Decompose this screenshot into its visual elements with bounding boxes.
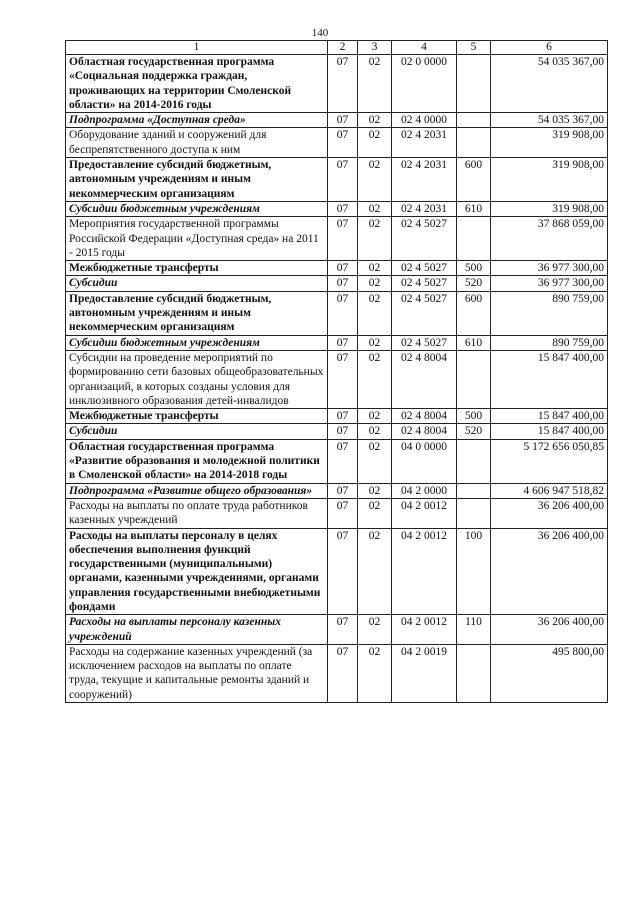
expense-type-cell: 610 bbox=[457, 335, 491, 350]
expense-type-cell bbox=[457, 498, 491, 528]
table-header-row bbox=[66, 41, 608, 55]
target-article-cell: 02 4 8004 bbox=[392, 409, 457, 424]
section-code-cell: 07 bbox=[328, 335, 358, 350]
amount-cell: 36 977 300,00 bbox=[491, 276, 608, 291]
target-article-cell: 02 4 5027 bbox=[392, 276, 457, 291]
subsection-code-cell: 02 bbox=[358, 615, 392, 645]
target-article-cell: 02 4 8004 bbox=[392, 424, 457, 439]
subsection-code-cell: 02 bbox=[358, 201, 392, 216]
target-article-cell: 02 4 5027 bbox=[392, 335, 457, 350]
section-code-cell: 07 bbox=[328, 128, 358, 158]
row-name-cell: Субсидии бюджетным учреждениям bbox=[66, 201, 328, 216]
expense-type-cell: 500 bbox=[457, 409, 491, 424]
table-row bbox=[66, 615, 608, 645]
table-row bbox=[66, 528, 608, 615]
table-row bbox=[66, 644, 608, 702]
section-code-cell: 07 bbox=[328, 424, 358, 439]
target-article-cell: 02 4 5027 bbox=[392, 261, 457, 276]
subsection-code-cell: 02 bbox=[358, 55, 392, 113]
table-row bbox=[66, 128, 608, 158]
expense-type-cell: 600 bbox=[457, 158, 491, 202]
table-row bbox=[66, 291, 608, 335]
expense-type-cell: 100 bbox=[457, 528, 491, 615]
target-article-cell: 04 2 0012 bbox=[392, 615, 457, 645]
section-code-cell: 07 bbox=[328, 201, 358, 216]
amount-cell: 890 759,00 bbox=[491, 335, 608, 350]
amount-cell: 36 206 400,00 bbox=[491, 615, 608, 645]
section-code-cell: 07 bbox=[328, 498, 358, 528]
amount-cell: 890 759,00 bbox=[491, 291, 608, 335]
page-number: 140 bbox=[311, 27, 329, 39]
section-code-cell: 07 bbox=[328, 261, 358, 276]
subsection-code-cell: 02 bbox=[358, 644, 392, 702]
table-row bbox=[66, 498, 608, 528]
subsection-code-cell: 02 bbox=[358, 483, 392, 498]
subsection-code-cell: 02 bbox=[358, 335, 392, 350]
expense-type-cell bbox=[457, 483, 491, 498]
subsection-code-cell: 02 bbox=[358, 113, 392, 128]
amount-cell: 36 206 400,00 bbox=[491, 498, 608, 528]
row-name-cell: Субсидии бюджетным учреждениям bbox=[66, 335, 328, 350]
section-code-cell: 07 bbox=[328, 615, 358, 645]
amount-cell: 5 172 656 050,85 bbox=[491, 439, 608, 483]
subsection-code-cell: 02 bbox=[358, 498, 392, 528]
amount-cell: 319 908,00 bbox=[491, 128, 608, 158]
expense-type-cell bbox=[457, 217, 491, 261]
amount-cell: 4 606 947 518,82 bbox=[491, 483, 608, 498]
section-code-cell: 07 bbox=[328, 217, 358, 261]
amount-cell: 319 908,00 bbox=[491, 158, 608, 202]
table-row bbox=[66, 439, 608, 483]
subsection-code-cell: 02 bbox=[358, 350, 392, 408]
row-name-cell: Предоставление субсидий бюджетным, автономным учреждениям и иным некоммерческим организациям bbox=[66, 158, 328, 202]
table-row bbox=[66, 276, 608, 291]
table-row bbox=[66, 201, 608, 216]
table-row bbox=[66, 55, 608, 113]
subsection-code-cell: 02 bbox=[358, 261, 392, 276]
target-article-cell: 04 0 0000 bbox=[392, 439, 457, 483]
amount-cell: 495 800,00 bbox=[491, 644, 608, 702]
row-name-cell: Предоставление субсидий бюджетным, автономным учреждениям и иным некоммерческим организациям bbox=[66, 291, 328, 335]
subsection-code-cell: 02 bbox=[358, 128, 392, 158]
expense-type-cell bbox=[457, 113, 491, 128]
row-name-cell: Расходы на выплаты по оплате труда работников казенных учреждений bbox=[66, 498, 328, 528]
expense-type-cell: 610 bbox=[457, 201, 491, 216]
column-header: 6 bbox=[491, 41, 608, 55]
amount-cell: 54 035 367,00 bbox=[491, 55, 608, 113]
target-article-cell: 02 4 5027 bbox=[392, 291, 457, 335]
expense-type-cell: 520 bbox=[457, 424, 491, 439]
row-name-cell: Межбюджетные трансферты bbox=[66, 409, 328, 424]
column-header: 5 bbox=[457, 41, 491, 55]
table-row bbox=[66, 350, 608, 408]
amount-cell: 36 206 400,00 bbox=[491, 528, 608, 615]
amount-cell: 54 035 367,00 bbox=[491, 113, 608, 128]
table-row bbox=[66, 158, 608, 202]
table-row bbox=[66, 424, 608, 439]
column-header: 4 bbox=[392, 41, 457, 55]
expense-type-cell bbox=[457, 350, 491, 408]
section-code-cell: 07 bbox=[328, 291, 358, 335]
row-name-cell: Расходы на содержание казенных учреждений (за исключением расходов на выплаты по оплате труда, текущие и капитальные ремонты зданий и сооружений) bbox=[66, 644, 328, 702]
section-code-cell: 07 bbox=[328, 409, 358, 424]
row-name-cell: Субсидии на проведение мероприятий по формированию сети базовых общеобразовательных организаций, в которых созданы условия для инклюзивного образования детей-инвалидов bbox=[66, 350, 328, 408]
row-name-cell: Расходы на выплаты персоналу казенных учреждений bbox=[66, 615, 328, 645]
target-article-cell: 02 4 2031 bbox=[392, 128, 457, 158]
section-code-cell: 07 bbox=[328, 276, 358, 291]
amount-cell: 37 868 059,00 bbox=[491, 217, 608, 261]
target-article-cell: 04 2 0012 bbox=[392, 528, 457, 615]
subsection-code-cell: 02 bbox=[358, 439, 392, 483]
row-name-cell: Подпрограмма «Доступная среда» bbox=[66, 113, 328, 128]
column-header: 2 bbox=[328, 41, 358, 55]
expense-type-cell: 500 bbox=[457, 261, 491, 276]
table-row bbox=[66, 335, 608, 350]
section-code-cell: 07 bbox=[328, 528, 358, 615]
subsection-code-cell: 02 bbox=[358, 158, 392, 202]
table-row bbox=[66, 483, 608, 498]
section-code-cell: 07 bbox=[328, 439, 358, 483]
row-name-cell: Субсидии bbox=[66, 424, 328, 439]
section-code-cell: 07 bbox=[328, 644, 358, 702]
target-article-cell: 02 4 2031 bbox=[392, 158, 457, 202]
section-code-cell: 07 bbox=[328, 483, 358, 498]
amount-cell: 15 847 400,00 bbox=[491, 424, 608, 439]
target-article-cell: 04 2 0000 bbox=[392, 483, 457, 498]
row-name-cell: Субсидии bbox=[66, 276, 328, 291]
table-row bbox=[66, 113, 608, 128]
row-name-cell: Оборудование зданий и сооружений для беспрепятственного доступа к ним bbox=[66, 128, 328, 158]
expense-type-cell: 600 bbox=[457, 291, 491, 335]
section-code-cell: 07 bbox=[328, 55, 358, 113]
target-article-cell: 04 2 0019 bbox=[392, 644, 457, 702]
subsection-code-cell: 02 bbox=[358, 217, 392, 261]
expense-type-cell bbox=[457, 55, 491, 113]
target-article-cell: 02 4 8004 bbox=[392, 350, 457, 408]
section-code-cell: 07 bbox=[328, 350, 358, 408]
subsection-code-cell: 02 bbox=[358, 528, 392, 615]
target-article-cell: 02 0 0000 bbox=[392, 55, 457, 113]
row-name-cell: Подпрограмма «Развитие общего образования» bbox=[66, 483, 328, 498]
amount-cell: 15 847 400,00 bbox=[491, 409, 608, 424]
target-article-cell: 02 4 0000 bbox=[392, 113, 457, 128]
row-name-cell: Областная государственная программа «Развитие образования и молодежной политики в Смоленской области» на 2014-2018 годы bbox=[66, 439, 328, 483]
budget-table bbox=[65, 40, 608, 703]
subsection-code-cell: 02 bbox=[358, 424, 392, 439]
row-name-cell: Областная государственная программа «Социальная поддержка граждан, проживающих на территории Смоленской области» на 2014-2016 годы bbox=[66, 55, 328, 113]
expense-type-cell: 520 bbox=[457, 276, 491, 291]
target-article-cell: 02 4 2031 bbox=[392, 201, 457, 216]
expense-type-cell bbox=[457, 644, 491, 702]
table-row bbox=[66, 409, 608, 424]
section-code-cell: 07 bbox=[328, 158, 358, 202]
amount-cell: 319 908,00 bbox=[491, 201, 608, 216]
row-name-cell: Межбюджетные трансферты bbox=[66, 261, 328, 276]
subsection-code-cell: 02 bbox=[358, 276, 392, 291]
amount-cell: 36 977 300,00 bbox=[491, 261, 608, 276]
target-article-cell: 02 4 5027 bbox=[392, 217, 457, 261]
expense-type-cell bbox=[457, 128, 491, 158]
table-row bbox=[66, 217, 608, 261]
section-code-cell: 07 bbox=[328, 113, 358, 128]
table-row bbox=[66, 261, 608, 276]
target-article-cell: 04 2 0012 bbox=[392, 498, 457, 528]
row-name-cell: Мероприятия государственной программы Российской Федерации «Доступная среда» на 2011 - 2015 годы bbox=[66, 217, 328, 261]
subsection-code-cell: 02 bbox=[358, 291, 392, 335]
row-name-cell: Расходы на выплаты персоналу в целях обеспечения выполнения функций государственными (муниципальными) органами, казенными учреждениями, органами управления государственными внебюджетными фондами bbox=[66, 528, 328, 615]
subsection-code-cell: 02 bbox=[358, 409, 392, 424]
amount-cell: 15 847 400,00 bbox=[491, 350, 608, 408]
column-header: 1 bbox=[66, 41, 328, 55]
expense-type-cell: 110 bbox=[457, 615, 491, 645]
expense-type-cell bbox=[457, 439, 491, 483]
column-header: 3 bbox=[358, 41, 392, 55]
